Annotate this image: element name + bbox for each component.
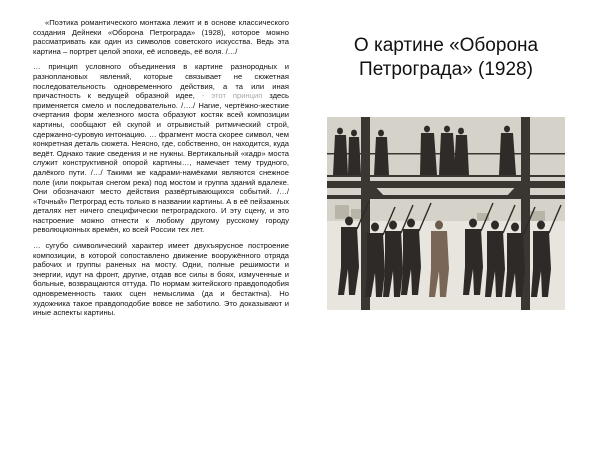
text-fragment: «Поэтика романтического монтажа лежит и в основе классического создания Дейнеки «Оборона Петрограда» (1928), которое можно рассматривать как один из символов советского искусства. Ведь эта картина – портрет целой эпохи, её исповедь, её воля. /…/ [33,18,289,56]
painting-svg [327,117,565,310]
muted-text-fragment: - этот принцип [201,91,263,101]
quote-paragraph [33,18,289,56]
quote-paragraph [33,241,289,318]
text-fragment: … сугубо символический характер имеет двухъярусное построение композиции, в которой сопоставлено движение вооружённого отряда рабочих и группы раненых на мосту. Одни, полные решимости и энергии, идут на фронт, другие, отдав все силы в боях, измученные и больные, возвращаются оттуда. По нормам житейского правдоподобия одновременность таких сцен немыслима (да и бестактна). Но художника такое правдоподобие вовсе не заботило. Это доказывают и иные аспекты картины. [33,241,289,318]
painting-image [327,117,565,310]
quote-paragraph [33,62,289,235]
slide-title: О картине «Оборона Петрограда» (1928) [353,35,539,80]
quote-text-block [33,18,289,324]
text-fragment: … принцип условного объединения в картине разнородных и разноплановых явлений, которые связывает не сюжетная последовательность одновременного действия, а та или иная причастность к ведущей образной идее, [33,62,289,101]
text-fragment: здесь применяется смело и последовательно. /…./ Нагие, чертёжно-жесткие очертания форм железного моста образуют костяк всей композиции картины, сообщают ей скупой и отрывистый ритмический строй, сдержанно-суровую интонацию. … фрагмент моста скорее символ, чем конкретная деталь сюжета. Неясно, где, собственно, он находится, куда ведёт. Однако такие сведения и не нужны. Вертикальный «кадр» моста служит конструктивной опорой картины…, намечает тему трудного, далёкого пути. /…/ Такими же кадрами-намёками являются снежное поле (или покрытая снегом река) под мостом и группа зданий вдалеке. Они обозначают место действия развёртывающихся событий. /…/ «Точный» Петроград есть только в названии картины. А в её пейзажных деталях нет ничего специфически петроградского. И эту сцену, и это настроение можно отнести к любому другому русскому городу революционных времён, ко всей России тех лет. [33,91,289,235]
